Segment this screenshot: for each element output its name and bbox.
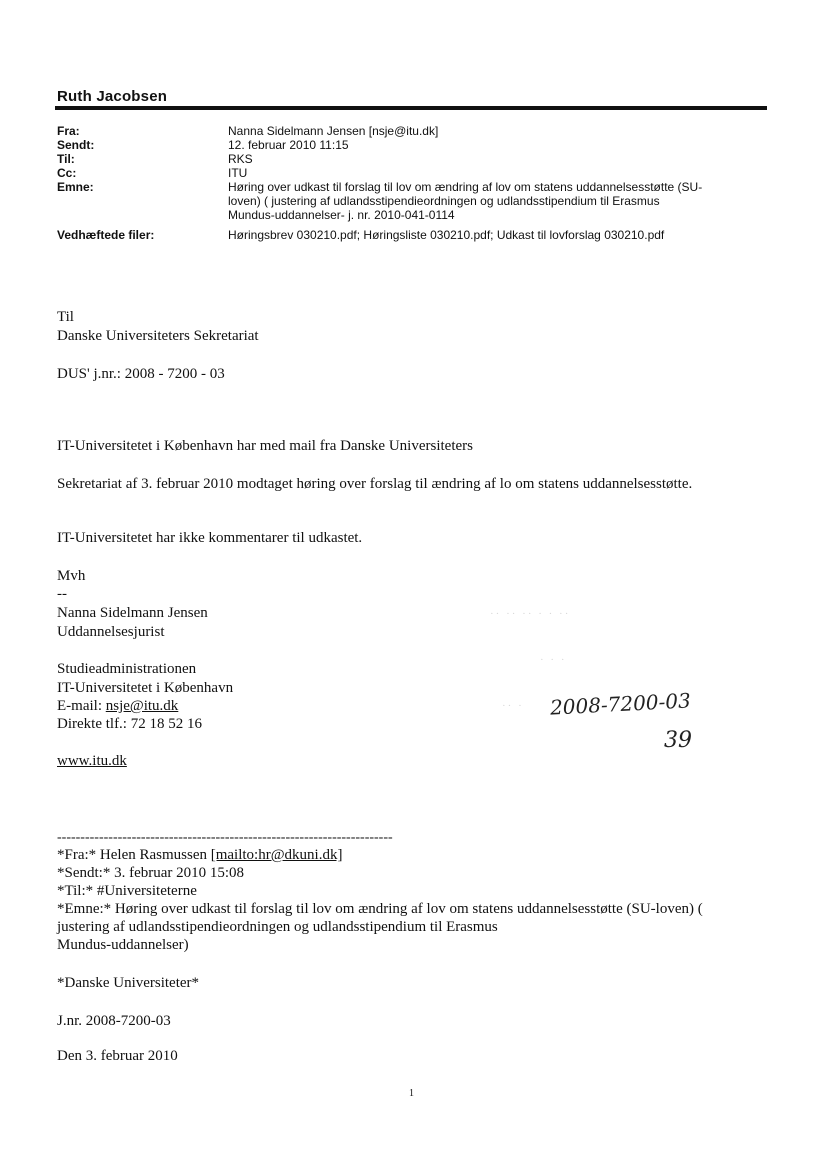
subject-line-2: loven) ( justering af udlandsstipendieordningen og udlandsstipendium til Erasmus [228, 194, 660, 208]
letter-paragraph-1: IT-Universitetet i København har med mail fra Danske Universiteters [57, 438, 473, 454]
faint-stamp-bottom: ·· · [502, 700, 524, 712]
signature-name: Nanna Sidelmann Jensen [57, 605, 208, 621]
subject-line-3: Mundus-uddannelser- j. nr. 2010-041-0114 [228, 208, 455, 222]
from-label: Fra: [57, 124, 80, 138]
quote-separator: ------------------------------------------------------------------------ [57, 830, 393, 845]
quoted-subject-line-3: Mundus-uddannelser) [57, 937, 189, 953]
letter-to-word: Til [57, 309, 74, 325]
to-label: Til: [57, 152, 75, 166]
quoted-organization: *Danske Universiteter* [57, 975, 200, 991]
page-number: 1 [409, 1088, 414, 1099]
quoted-to: *Til:* #Universiteterne [57, 883, 197, 899]
letter-closing: Mvh [57, 568, 86, 584]
quoted-sent: *Sendt:* 3. februar 2010 15:08 [57, 865, 245, 881]
quoted-mailto-link[interactable]: [mailto:hr@dkuni.dk] [210, 847, 343, 863]
faint-stamp-middle: · · · [540, 654, 567, 666]
sent-value: 12. februar 2010 11:15 [228, 138, 349, 152]
header-divider [55, 106, 767, 110]
subject-line-1: Høring over udkast til forslag til lov om ændring af lov om statens uddannelsesstøtte (SU- [228, 180, 703, 194]
signature-organization: IT-Universitetet i København [57, 680, 234, 696]
attachments-value: Høringsbrev 030210.pdf; Høringsliste 030210.pdf; Udkast til lovforslag 030210.pdf [228, 228, 665, 242]
sent-label: Sendt: [57, 138, 95, 152]
signature-phone: Direkte tlf.: 72 18 52 16 [57, 716, 202, 732]
signature-separator: -- [57, 586, 67, 602]
quoted-subject-line-2: justering af udlandsstipendieordningen og udlandsstipendium til Erasmus [57, 919, 498, 935]
to-value: RKS [228, 152, 253, 166]
letter-case-ref: DUS' j.nr.: 2008 - 7200 - 03 [57, 366, 225, 382]
subject-label: Emne: [57, 180, 94, 194]
quoted-date: Den 3. februar 2010 [57, 1048, 178, 1064]
signature-department: Studieadministrationen [57, 661, 197, 677]
email-link[interactable]: nsje@itu.dk [105, 698, 179, 714]
handwritten-case-number: 2008-7200-03 [549, 688, 692, 720]
quoted-from-line [57, 846, 342, 865]
from-value: Nanna Sidelmann Jensen [nsje@itu.dk] [228, 124, 439, 138]
letter-recipient: Danske Universiteters Sekretariat [57, 328, 259, 344]
website-link[interactable]: www.itu.dk [57, 753, 127, 769]
letter-paragraph-2: Sekretariat af 3. februar 2010 modtaget høring over forslag til ændring af lo om statens uddannelsesstøtte. [57, 476, 693, 492]
cc-label: Cc: [57, 166, 77, 180]
signature-email-line [57, 697, 178, 716]
quoted-subject-line-1: *Emne:* Høring over udkast til forslag til lov om ændring af lov om statens uddannelsesstøtte (SU-loven) ( [57, 901, 703, 917]
sender-name: Ruth Jacobsen [57, 88, 168, 105]
faint-stamp-top: ·· ·· ·· · · ·· [490, 608, 571, 620]
signature-title: Uddannelsesjurist [57, 624, 165, 640]
handwritten-doc-number: 39 [664, 728, 692, 753]
cc-value: ITU [228, 166, 248, 180]
email-prefix: E-mail: [57, 698, 106, 714]
quoted-from: *Fra:* Helen Rasmussen [57, 847, 211, 863]
quoted-jnr: J.nr. 2008-7200-03 [57, 1013, 171, 1029]
attachments-label: Vedhæftede filer: [57, 228, 155, 242]
letter-paragraph-3: IT-Universitetet har ikke kommentarer til udkastet. [57, 530, 363, 546]
